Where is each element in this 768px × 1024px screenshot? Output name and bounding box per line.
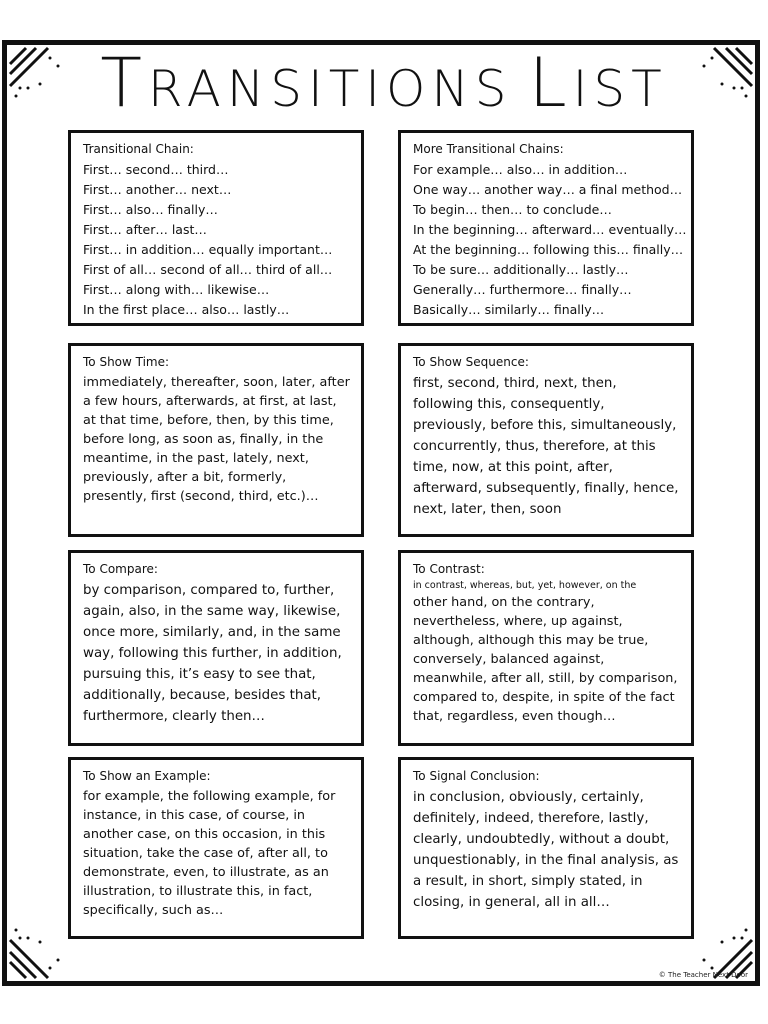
box-heading: To Contrast: xyxy=(413,562,485,576)
copyright-notice: © The Teacher Next Door xyxy=(658,971,748,979)
list-item: At the beginning… following this… finally… xyxy=(413,242,684,257)
list-item: In the first place… also… lastly… xyxy=(83,302,290,317)
list-item: In the beginning… afterward… eventually… xyxy=(413,222,687,237)
transition-words: other hand, on the contrary, nevertheless, where, up against, although, although this may be true, conversely, balanced against, meanwhile, after all, still, by comparison, compared to, despite, in spite of the fact that, regardless, even though… xyxy=(413,595,678,724)
title-word-list: IST xyxy=(572,60,668,118)
box-to-contrast xyxy=(398,550,694,746)
list-item: First… another… next… xyxy=(83,182,232,197)
box-heading: To Show an Example: xyxy=(83,769,211,783)
transition-words: in conclusion, obviously, certainly, definitely, indeed, therefore, lastly, clearly, undoubtedly, without a doubt, unquestionably, in the final analysis, as a result, in short, simply stated, in closing, in general, all in all… xyxy=(413,790,679,910)
list-item: First… in addition… equally important… xyxy=(83,242,333,257)
list-item: To be sure… additionally… lastly… xyxy=(413,262,629,277)
transition-words: first, second, third, next, then, following this, consequently, previously, before this, simultaneously, concurrently, thus, therefore, at this time, now, at this point, after, afterward, subsequently, finally, hence, next, later, then, soon xyxy=(413,376,679,517)
corner-decoration-bottom-left xyxy=(6,922,66,982)
transition-words-lead: in contrast, whereas, but, yet, however, on the xyxy=(413,580,637,591)
box-heading: To Compare: xyxy=(83,562,158,576)
box-transitional-chain xyxy=(68,130,364,326)
box-more-transitional-chains xyxy=(398,130,694,326)
title-initial-t: T xyxy=(100,44,148,123)
title-word-transitions: RANSITIONS xyxy=(147,60,513,118)
box-heading: Transitional Chain: xyxy=(83,142,194,156)
box-to-show-an-example xyxy=(68,757,364,939)
box-heading: More Transitional Chains: xyxy=(413,142,564,156)
list-item: First… also… finally… xyxy=(83,202,218,217)
transition-list xyxy=(413,160,687,320)
box-heading: To Show Time: xyxy=(83,355,170,369)
list-item: Generally… furthermore… finally… xyxy=(413,282,632,297)
list-item: First… along with… likewise… xyxy=(83,282,270,297)
list-item: One way… another way… a final method… xyxy=(413,182,683,197)
page-title xyxy=(0,44,768,123)
box-heading: To Signal Conclusion: xyxy=(413,769,540,783)
list-item: For example… also… in addition… xyxy=(413,162,628,177)
list-item: First of all… second of all… third of all… xyxy=(83,262,333,277)
list-item: Basically… similarly… finally… xyxy=(413,302,605,317)
list-item: First… after… last… xyxy=(83,222,207,237)
transition-words: immediately, thereafter, soon, later, after a few hours, afterwards, at first, at last, at that time, before, then, by this time, before long, as soon as, finally, in the meantime, in the past, lately, next, previously, after a bit, formerly, presently, first (second, third, etc.)… xyxy=(83,375,350,504)
box-heading: To Show Sequence: xyxy=(413,355,529,369)
box-to-show-time xyxy=(68,343,364,537)
transition-words: for example, the following example, for instance, in this case, of course, in another case, on this occasion, in this situation, take the case of, after all, to demonstrate, even, to illustrate, as an illustration, to illustrate this, in fact, specifically, such as… xyxy=(83,789,336,918)
list-item: To begin… then… to conclude… xyxy=(413,202,612,217)
list-item: First… second… third… xyxy=(83,162,229,177)
box-to-signal-conclusion xyxy=(398,757,694,939)
box-to-compare xyxy=(68,550,364,746)
transition-words: by comparison, compared to, further, again, also, in the same way, likewise, once more, similarly, and, in the same way, following this further, in addition, pursuing this, it’s easy to see that, additionally, because, besides that, furthermore, clearly then… xyxy=(83,583,342,724)
transition-list xyxy=(83,160,351,320)
box-to-show-sequence xyxy=(398,343,694,537)
title-initial-l: L xyxy=(528,44,573,123)
